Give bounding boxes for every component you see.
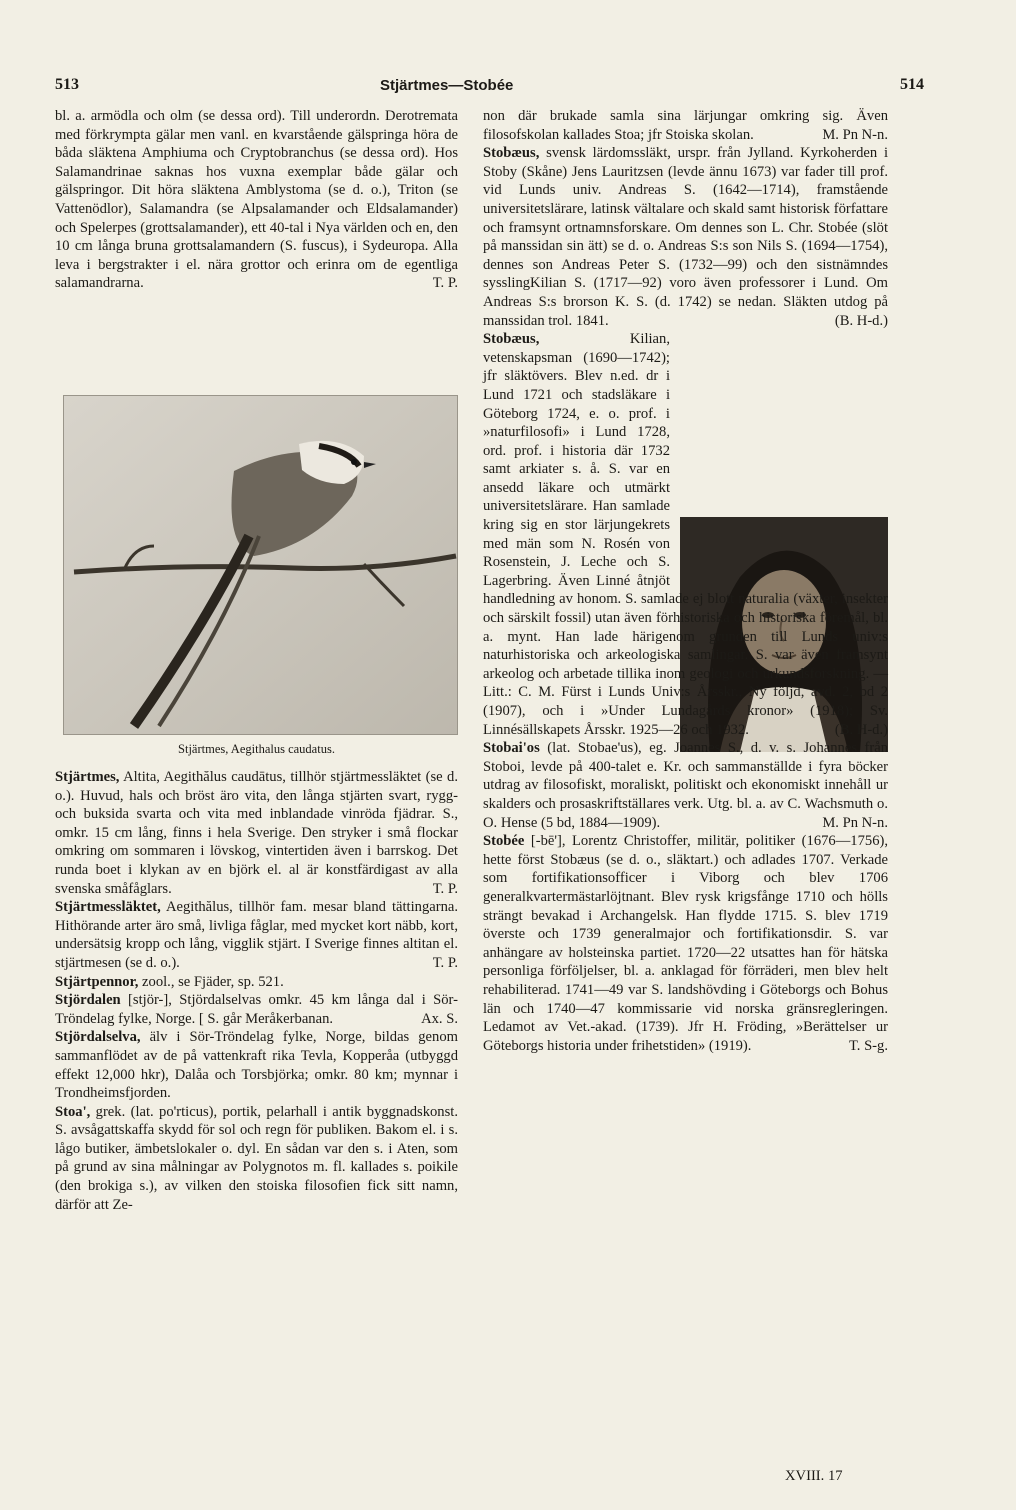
author-signature: (B. H-d.) bbox=[834, 312, 888, 329]
left-column bbox=[55, 107, 458, 293]
continued-paragraph: bl. a. armödla och olm (se dessa ord). Till underordn. Derotremata med förkrympta gälar men vanl. en kvarstående gälspringa höra de båda släktena Amphiuma och Cryptobranchus (se dessa ord). Hos Salamandrinae saknas hos vuxna exemplar både gälar och gälspringor. Dit höra släktena Amblystoma (se d. o.), Triton (se Vattenödlor), Salamandra (se Alpsalamander och Eldsalamander) och Spelerpes (grottsalamander), ett 40-tal i Nya världen och en, den 10 cm långa bruna grottsalamandern (S. fuscus), i Sydeuropa. Alla leva i bergstrakter i el. nära grottor och erinra om de egentliga salamandrarna. T. P. bbox=[55, 108, 458, 292]
author-signature: Ax. S. bbox=[421, 1010, 458, 1027]
entry-stobaeus-family: Stobæus, svensk lärdomssläkt, urspr. från Jylland. Kyrkoherden i Stoby (Skåne) Jens Lauritzsen (levde ännu 1673) var fader till prof. vid Lunds univ. Andreas S. (1642—1714), framstående universitetslärare, latinsk vältalare och skald samt historisk författare och framsynt ortnamnsforskare. Om dennes son L. Chr. Stobée (slöt på manssidan sin ätt) se d. o. Andreas S:s son Nils S. (1694—1754), dennes son Andreas Peter S. (1732—99) och den sistnämndes sysslingKilian S. (1717—92) voro även professorer i Lund. Om Andreas S:s brorson K. S. (d. 1742) se nedan. Släkten utdog på manssidan trol. 1841. (B. H-d.) bbox=[483, 145, 889, 329]
printer-signature-mark: XVIII. 17 bbox=[785, 1468, 843, 1484]
page-number-left: 513 bbox=[55, 76, 79, 93]
headword: Stobai'os bbox=[483, 740, 540, 757]
bird-photograph bbox=[63, 395, 458, 735]
headword: Stoa', bbox=[55, 1103, 91, 1120]
entry-stjordalselva: Stjördalselva, älv i Sör-Tröndelag fylke, Norge, bildas genom sammanflödet av de på vattenkraft rika Tevla, Kopperåa (utbyggd effekt 12,000 hkr), Dalåa och Torsbjörka; omkr. 80 km; mynnar i Trondheimsfjorden. bbox=[55, 1029, 458, 1102]
author-signature: M. Pn N-n. bbox=[822, 814, 888, 831]
author-signature: T. P. bbox=[432, 880, 458, 897]
headword: Stjärtmessläktet, bbox=[55, 899, 161, 916]
entry-stobaios: Stobai'os (lat. Stobae'us), eg. Joannes S., d. v. s. Johannes från Stoboi, levde på 400-talet e. Kr. och sammanställde i fyra böcker utdrag av filosofiskt, moraliskt, politiskt och ekonomiskt innehåll ur skalders och prosaskriftställares verk. Utg. bl. a. av C. Wachsmuth o. O. Hense (5 bd, 1884—1909). M. Pn N-n. bbox=[483, 740, 888, 831]
author-signature: (B. H-d.) bbox=[834, 721, 888, 738]
headword: Stjärtmes, bbox=[55, 769, 120, 785]
entry-stjartmes: Stjärtmes, Altita, Aegithălus caudātus, tillhör stjärtmessläktet (se d. o.). Huvud, hals och bröst äro vita, den långa stjärten svart, rygg- och buksida svarta och vita med inblandade vinröda fjädrar. S., omkr. 15 cm lång, finns i hela Sverige. Den stryker i små flockar omkring om sommaren i lövskog, vintertiden även i barrskog. Det runda boet i klykan av en björk el. al är konstfärdigast av alla svenska småfåglars. T. P. bbox=[55, 769, 459, 897]
author-signature: M. Pn N-n. bbox=[822, 126, 888, 143]
author-signature: T. P. bbox=[432, 954, 458, 971]
headword: Stjördalen bbox=[55, 992, 121, 1009]
running-title: Stjärtmes—Stobée bbox=[380, 77, 514, 94]
headword: Stjördalselva, bbox=[55, 1029, 141, 1046]
entry-stobaeus-kilian: Stobæus, Kilian, vetenskapsman (1690—1742); jfr släktövers. Blev n.ed. dr i Lund 1721 och stadsläkare i Göteborg 1724, e. o. prof. i »naturfilosofi» i Lund 1728, ord. prof. i historia där 1732 samt arkiater s. å. S. var en ansedd läkare och utmärkt universitetslärare. Han samlade kring sig en stor lärjungekrets med män som N. Rosén von Rosenstein, J. Leche och S. Lagerbring. Även Linné åtnjöt handledning av honom. S. samlade ej blott naturalia (växter, insekter och särskilt fossil) utan även förhistoriska och historiska föremål, bl. a. mynt. Han lade härigenom grunden till Lunds univ:s naturhistoriska och arkeologiska samlingar. S. var även framsynt arkeolog och arbetade tillika inom geologi och urkundsforskning. — Litt.: C. M. Fürst i Lunds Univ:s Årsskr., Ny följd, avd. 2, bd 2 (1907), och i »Under Lundagårds kronor» (1918); Sv. Linnésällskapets Årsskr. 1925—26 och 1932. (B. H-d.) bbox=[483, 331, 888, 738]
long-tailed-tit-image bbox=[64, 396, 457, 734]
entry-stoa: Stoa', grek. (lat. po'rticus), portik, pelarhall i antik byggnadskonst. S. avsågattskaffa skydd för sol och regn för publiken. Bakom el. i s. lågo butiker, ämbetslokaler o. dyl. En sådan var den s. i Aten, som på grund av sina målningar av Polygnotos m. fl. kallades s. poikile (den brokiga s.), av vilken den stoiska filosofien fick sitt namn, därför att Ze- bbox=[55, 1103, 458, 1213]
entry-stjordalen: Stjördalen [stjör-], Stjördalselvas omkr. 45 km långa dal i Sör-Tröndelag fylke, Norge. [ S. går Meråkerbanan. Ax. S. bbox=[55, 992, 458, 1027]
figure-caption: Stjärtmes, Aegithalus caudatus. bbox=[178, 742, 335, 756]
right-column bbox=[483, 107, 888, 1055]
continued-paragraph: non där brukade samla sina lärjungar omkring sig. Även filosofskolan kallades Stoa; jfr Stoiska skolan. M. Pn N-n. bbox=[483, 108, 888, 143]
page-number-right: 514 bbox=[900, 76, 924, 93]
entry-stjartpennor: Stjärtpennor, zool., se Fjäder, sp. 521. bbox=[55, 973, 284, 990]
author-signature: T. P. bbox=[432, 275, 458, 292]
entry-stobee: Stobée [-bē'], Lorentz Christoffer, militär, politiker (1676—1756), hette först Stobæus (se d. o., släktart.) och adlades 1707. Verkade som fortifikationsofficer i Viborg och blev 1706 generalkvartermästarlöjtnant. Blev rysk krigsfånge 1710 och hölls strängt bevakad i Archangelsk. Han flydde 1715. S. blev 1719 överste och 1739 generalmajor och fortifikationsdir. S. var anhängare av holsteinska partiet. 1720—22 utsattes han för hätska personliga förföljelser, bl. a. anklagad för förräderi, men blev helt rehabiliterad. 1741—49 var S. landshövding i Göteborgs och Bohus län och 1740—47 kommissarie vid norska gränsregleringen. Ledamot av Vet.-akad. (1739). Jfr H. Fröding, »Berättelser ur Göteborgs historia under frihetstiden» (1919). T. S-g. bbox=[483, 833, 888, 1054]
headword: Stobæus, bbox=[483, 145, 540, 162]
author-signature: T. S-g. bbox=[848, 1037, 888, 1054]
portrait-space bbox=[678, 334, 888, 572]
headword: Stobée bbox=[483, 833, 525, 850]
headword: Stobæus, bbox=[483, 331, 540, 348]
headword: Stjärtpennor, bbox=[55, 973, 139, 990]
left-column-entries bbox=[55, 768, 458, 1214]
entry-stjartmesslaktet: Stjärtmessläktet, Aegithălus, tillhör fam. mesar bland tättingarna. Hithörande arter äro små, livliga fåglar, med mycket kort näbb, kort, undersätsig kropp och lång, vigglik stjärt. I Sverige finnes altitan el. stjärtmesen (se d. o.). T. P. bbox=[55, 899, 458, 971]
